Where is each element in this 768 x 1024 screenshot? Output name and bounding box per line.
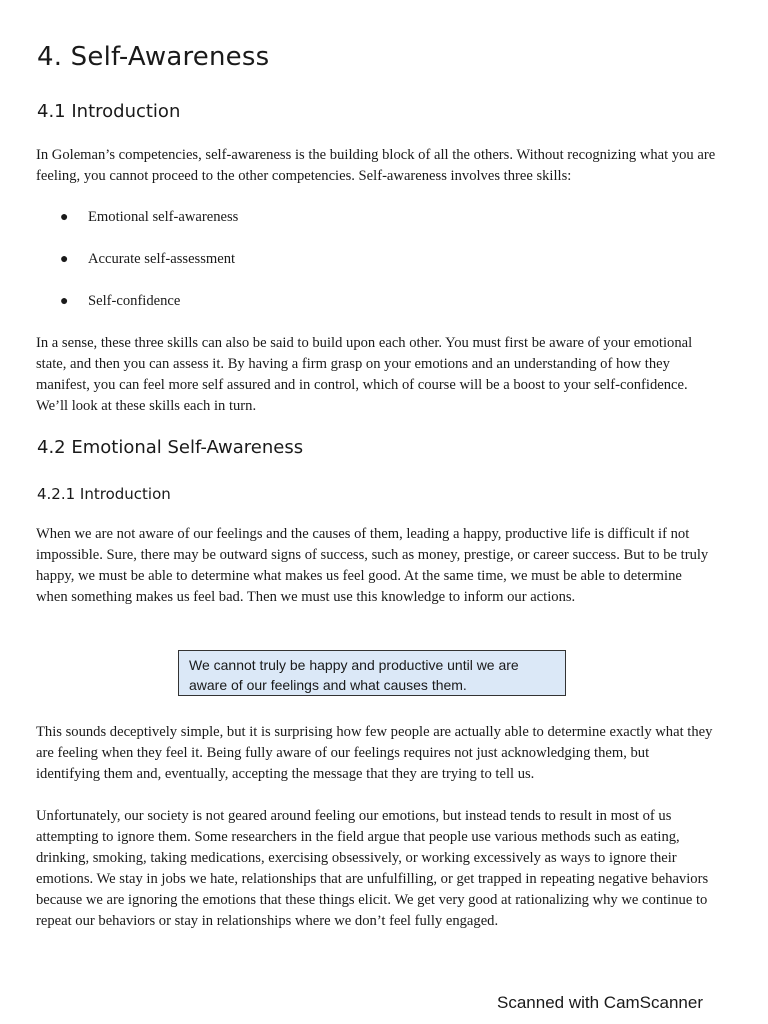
deceptively-simple-paragraph: This sounds deceptively simple, but it is surprising how few people are actually able to determine exactly what they are feeling when they feel it. Being fully aware of our feelings requires not just acknowledging them, but identifying them and, eventually, accepting the message that they are trying to tell us. (36, 724, 713, 782)
bullet-icon: ● (60, 210, 69, 225)
list-item-text: Accurate self-assessment (88, 251, 236, 267)
page-title: 4. Self-Awareness (37, 42, 270, 72)
list-item (60, 291, 238, 333)
society-paragraph: Unfortunately, our society is not geared around feeling our emotions, but instead tends to result in most of us attempting to ignore them. Some researchers in the field argue that people use various methods such as eating, drinking, smoking, taking medications, exercising obsessively, or working excessively as ways to ignore their emotions. We stay in jobs we hate, relationships that are unfulfilling, or get trapped in repeating negative behaviors because we are ignoring the emotions that these things elicit. We get very good at rationalizing why we continue to repeat our behaviors or stay in relationships where we don’t feel fully engaged. (36, 808, 709, 929)
section-heading-emotional-self-awareness: 4.2 Emotional Self-Awareness (37, 437, 304, 458)
list-item (60, 249, 238, 291)
list-item-text: Self-confidence (88, 293, 181, 309)
scanner-watermark: Scanned with CamScanner (497, 993, 704, 1012)
skills-list (60, 207, 238, 333)
list-item (60, 207, 238, 249)
subsection-heading-introduction: 4.2.1 Introduction (37, 485, 171, 503)
intro-paragraph: In Goleman’s competencies, self-awareness is the building block of all the others. Without recognizing what you are feeling, you cannot proceed to the other competencies. Self-awareness involves three skills: (36, 147, 716, 184)
callout-box: We cannot truly be happy and productive until we are aware of our feelings and what causes them. (178, 650, 566, 696)
list-item-text: Emotional self-awareness (88, 209, 239, 225)
feelings-paragraph: When we are not aware of our feelings and the causes of them, leading a happy, productive life is difficult if not impossible. Sure, there may be outward signs of success, such as money, prestige, or career success. But to be truly happy, we must be able to determine what makes us feel good. At the same time, we must be able to determine when something makes us feel bad. Then we must use this knowledge to inform our actions. (36, 526, 709, 605)
section-heading-introduction: 4.1 Introduction (37, 101, 181, 122)
bullet-icon: ● (60, 252, 69, 267)
bullet-icon: ● (60, 294, 69, 309)
skills-paragraph: In a sense, these three skills can also be said to build upon each other. You must first be aware of your emotional state, and then you can assess it. By having a firm grasp on your emotions and an understanding of how they manifest, you can feel more self assured and in control, which of course will be a boost to your self-confidence. We’ll look at these skills each in turn. (36, 335, 693, 414)
